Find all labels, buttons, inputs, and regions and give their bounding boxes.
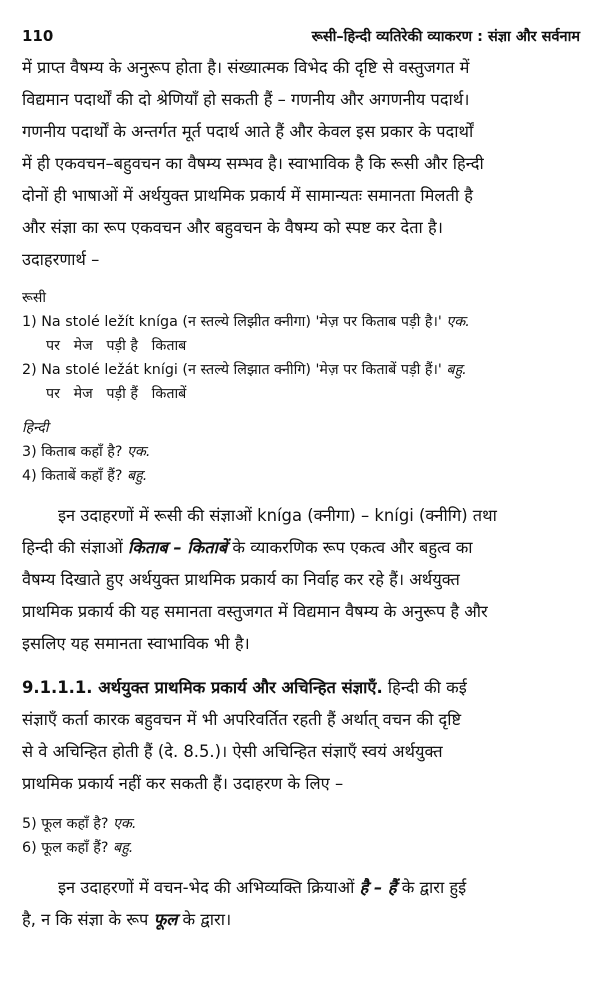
section-9-1-1-1 <box>22 672 580 800</box>
spacer <box>22 800 580 812</box>
text-line: से वे अचिन्हित होती हैं (दे. 8.5.)। ऐसी अचिन्हित संज्ञाएँ स्वयं अर्थयुक्त <box>22 742 443 761</box>
spacer <box>22 488 580 500</box>
text-span: के द्वारा। <box>177 910 232 929</box>
example-1-gloss: पर मेज पड़ी है किताब <box>46 338 187 354</box>
example-text: 3) किताब कहाँ है? <box>22 444 123 460</box>
text-line: इसलिए यह समानता स्वाभाविक भी है। <box>22 634 250 653</box>
example-2 <box>22 358 580 382</box>
running-title: रूसी–हिन्दी व्यतिरेकी व्याकरण : संज्ञा और सर्वनाम <box>311 29 580 45</box>
text-line: में ही एकवचन–बहुवचन का वैषम्य सम्भव है। स्वाभाविक है कि रूसी और हिन्दी <box>22 154 484 173</box>
text-line: उदाहरणार्थ – <box>22 250 100 269</box>
spacer <box>22 660 580 672</box>
example-5 <box>22 812 580 836</box>
book-page <box>22 26 580 936</box>
example-text: 1) Na stolé ležít kníga (न स्तल्ये लिझीत क्नीगा) 'मेज़ पर किताब पड़ी है।' <box>22 314 442 330</box>
text-line: और संज्ञा का रूप एकवचन और बहुवचन के वैषम्य को स्पष्ट कर देता है। <box>22 218 443 237</box>
text-line: वैषम्य दिखाते हुए अर्थयुक्त प्राथमिक प्रकार्य का निर्वाह कर रहे हैं। अर्थयुक्त <box>22 570 460 589</box>
emphasis-words: है – हैं <box>359 878 397 897</box>
text-line: प्राथमिक प्रकार्य नहीं कर सकती हैं। उदाहरण के लिए – <box>22 774 344 793</box>
number-tag: एक. <box>113 816 137 832</box>
example-6 <box>22 836 580 860</box>
text-line: विद्यमान पदार्थों की दो श्रेणियाँ हो सकती हैं – गणनीय और अगणनीय पदार्थ। <box>22 90 470 109</box>
emphasis-words: फूल <box>153 910 178 929</box>
text-span: है, न कि संज्ञा के रूप <box>22 910 154 929</box>
example-3 <box>22 440 580 464</box>
number-tag: बहु. <box>113 840 134 856</box>
number-tag: एक. <box>446 314 470 330</box>
hindi-label: हिन्दी <box>22 420 49 436</box>
page-number: 110 <box>22 27 54 45</box>
text-line <box>22 532 580 564</box>
text-line: में प्राप्त वैषम्य के अनुरूप होता है। संख्यात्मक विभेद की दृष्टि से वस्तुजगत में <box>22 58 470 77</box>
paragraph-1 <box>22 52 580 276</box>
number-tag: बहु. <box>127 468 148 484</box>
text-span: के द्वारा हुई <box>396 878 467 897</box>
text-line <box>22 872 580 904</box>
example-text: 5) फूल कहाँ है? <box>22 816 109 832</box>
text-line: संज्ञाएँ कर्ता कारक बहुवचन में भी अपरिवर्तित रहती हैं अर्थात् वचन की दृष्टि <box>22 710 462 729</box>
example-text: 4) किताबें कहाँ हैं? <box>22 468 123 484</box>
number-tag: बहु. <box>446 362 467 378</box>
example-text: 6) फूल कहाँ हैं? <box>22 840 109 856</box>
example-2-gloss: पर मेज पड़ी हैं किताबें <box>46 386 187 402</box>
spacer <box>22 860 580 872</box>
text-line: दोनों ही भाषाओं में अर्थयुक्त प्राथमिक प्रकार्य में सामान्यतः समानता मिलती है <box>22 186 473 205</box>
text-line <box>22 904 580 936</box>
paragraph-2 <box>22 500 580 660</box>
text-span: के व्याकरणिक रूप एकत्व और बहुत्व का <box>227 538 473 557</box>
text-span: हिन्दी की संज्ञाओं <box>22 538 129 557</box>
text-line: गणनीय पदार्थों के अन्तर्गत मूर्त पदार्थ आते हैं और केवल इस प्रकार के पदार्थों <box>22 122 474 141</box>
text-span: इन उदाहरणों में वचन-भेद की अभिव्यक्ति क्रियाओं <box>58 878 360 897</box>
example-text: 2) Na stolé ležát knígi (न स्तल्ये लिझात क्नीगि) 'मेज़ पर किताबें पड़ी हैं।' <box>22 362 442 378</box>
text-span: हिन्दी की कई <box>382 678 467 697</box>
example-1 <box>22 310 580 334</box>
text-line <box>22 672 580 704</box>
text-line: इन उदाहरणों में रूसी की संज्ञाओं kníga (क्नीगा) – knígi (क्नीगि) तथा <box>58 506 497 525</box>
paragraph-3 <box>22 872 580 936</box>
russian-label: रूसी <box>22 290 46 306</box>
text-line: प्राथमिक प्रकार्य की यह समानता वस्तुजगत में विद्यमान वैषम्य के अनुरूप है और <box>22 602 488 621</box>
example-4 <box>22 464 580 488</box>
emphasis-words: किताब – किताबें <box>128 538 228 557</box>
number-tag: एक. <box>127 444 151 460</box>
running-header <box>22 26 580 52</box>
section-heading: 9.1.1.1. अर्थयुक्त प्राथमिक प्रकार्य और अचिन्हित संज्ञाएँ. <box>22 678 383 697</box>
